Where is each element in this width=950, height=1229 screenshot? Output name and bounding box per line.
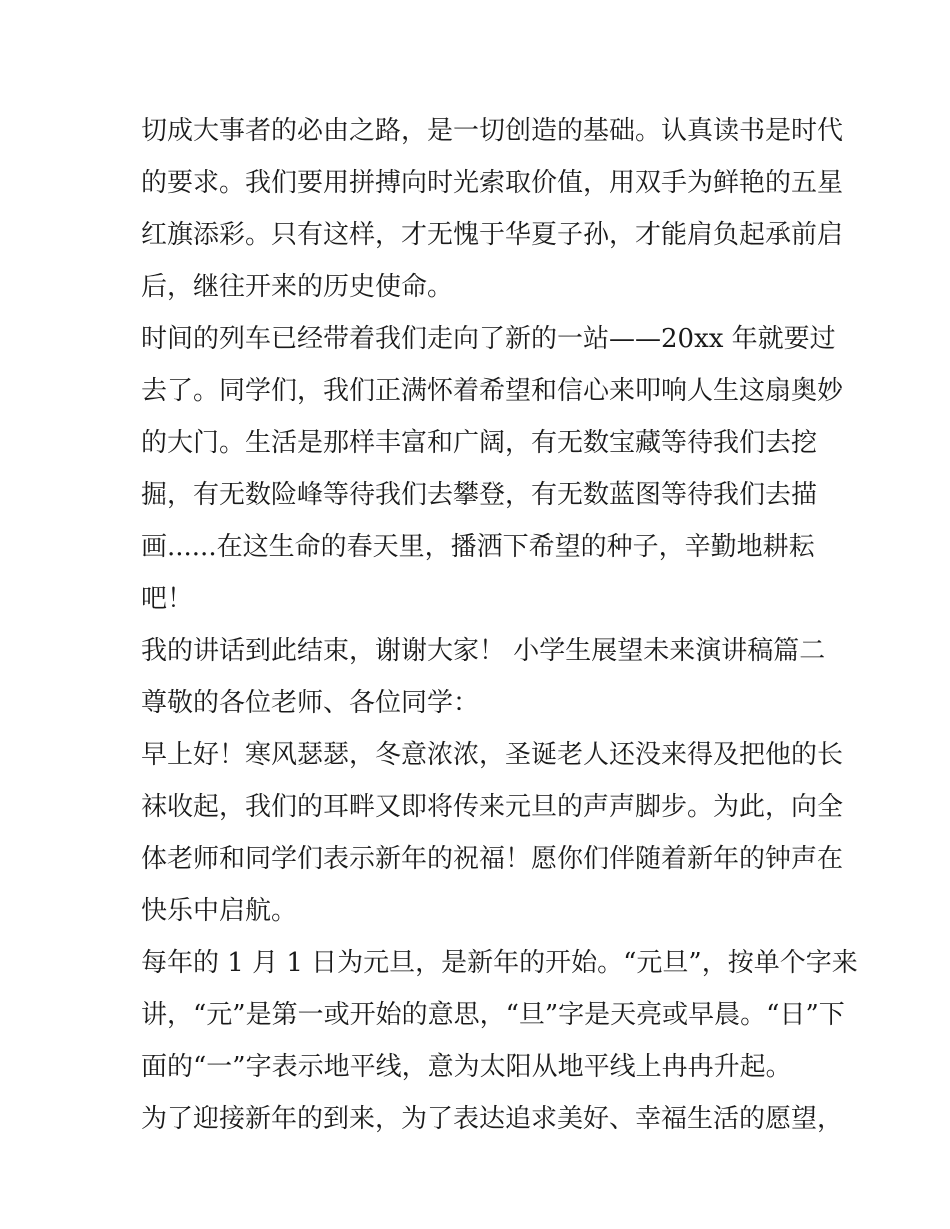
text-line: 体老师和同学们表示新年的祝福！愿你们伴随着新年的钟声在 [141,844,844,874]
text-line: 袜收起，我们的耳畔又即将传来元旦的声声脚步。为此，向全 [141,792,844,822]
text-line: 的要求。我们要用拼搏向时光索取价值，用双手为鲜艳的五星 [141,168,844,198]
text-line: 面的“一”字表示地平线，意为太阳从地平线上冉冉升起。 [141,1052,792,1082]
text-line: 掘，有无数险峰等待我们去攀登，有无数蓝图等待我们去描 [141,480,818,510]
text-line: 红旗添彩。只有这样，才无愧于华夏子孙，才能肩负起承前启 [141,220,844,250]
text-line: 为了迎接新年的到来，为了表达追求美好、幸福生活的愿望， [141,1104,844,1134]
text-line: 讲，“元”是第一或开始的意思，“旦”字是天亮或早晨。“日”下 [141,1000,845,1030]
text-line: 后，继往开来的历史使命。 [141,272,454,302]
text-line: 切成大事者的必由之路，是一切创造的基础。认真读书是时代 [141,116,844,146]
text-line: 早上好！寒风瑟瑟，冬意浓浓，圣诞老人还没来得及把他的长 [141,740,844,770]
text-line: 吧！ [141,584,194,614]
text-line: 快乐中启航。 [141,896,298,926]
text-line: 时间的列车已经带着我们走向了新的一站——20xx 年就要过 [141,324,836,354]
text-line: 的大门。生活是那样丰富和广阔，有无数宝藏等待我们去挖 [141,428,818,458]
text-line: 我的讲话到此结束，谢谢大家！ 小学生展望未来演讲稿篇二 [141,636,826,666]
text-line: 每年的 1 月 1 日为元旦，是新年的开始。“元旦”，按单个字来 [141,948,858,978]
text-line: 去了。同学们，我们正满怀着希望和信心来叩响人生这扇奥妙 [141,376,844,406]
text-line: 画......在这生命的春天里，播洒下希望的种子，辛勤地耕耘 [141,532,815,562]
text-line: 尊敬的各位老师、各位同学： [141,688,480,718]
